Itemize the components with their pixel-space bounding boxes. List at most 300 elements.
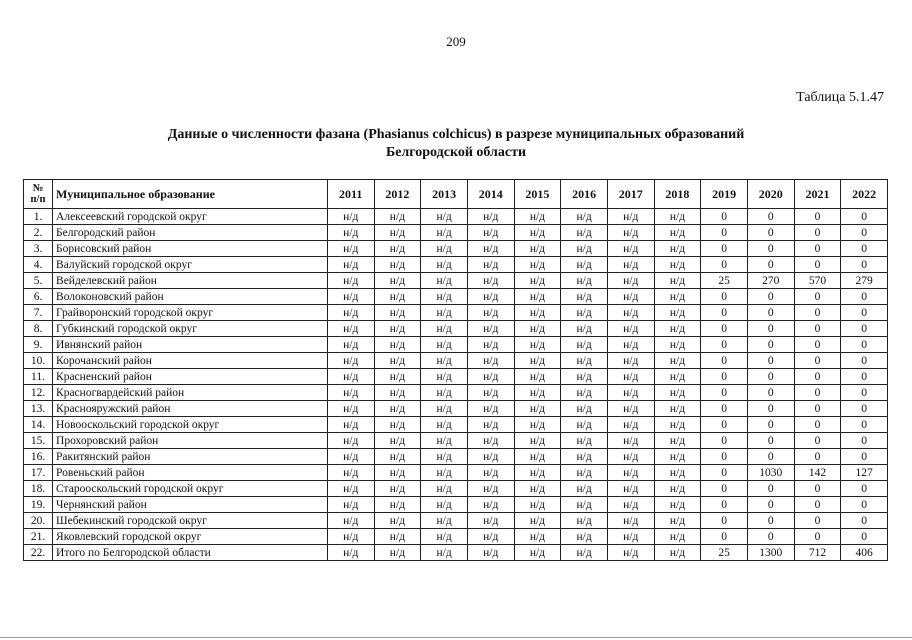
row-value: н/д [514, 545, 561, 561]
row-value: 0 [701, 417, 748, 433]
table-row [24, 545, 888, 561]
row-value: н/д [561, 225, 608, 241]
row-value: 0 [701, 433, 748, 449]
row-value: н/д [421, 529, 468, 545]
row-value: 0 [747, 433, 794, 449]
row-value: н/д [467, 433, 514, 449]
row-value: н/д [607, 273, 654, 289]
row-value: н/д [327, 369, 374, 385]
row-municipality: Валуйский городской округ [53, 257, 328, 273]
row-municipality: Алексеевский городской округ [53, 209, 328, 225]
row-value: 0 [701, 497, 748, 513]
row-value: н/д [514, 209, 561, 225]
row-value: н/д [514, 417, 561, 433]
table-row [24, 209, 888, 225]
row-value: н/д [654, 321, 701, 337]
row-value: н/д [374, 273, 421, 289]
row-value: н/д [654, 225, 701, 241]
row-value: н/д [561, 449, 608, 465]
row-number: 22. [24, 545, 53, 561]
row-value: н/д [327, 513, 374, 529]
row-value: н/д [514, 241, 561, 257]
header-year: 2013 [421, 180, 468, 209]
row-value: н/д [514, 337, 561, 353]
row-value: 0 [747, 353, 794, 369]
row-value: н/д [421, 369, 468, 385]
row-number: 12. [24, 385, 53, 401]
row-value: 0 [701, 449, 748, 465]
row-value: н/д [514, 433, 561, 449]
row-value: н/д [327, 545, 374, 561]
row-value: 0 [841, 337, 888, 353]
row-number: 17. [24, 465, 53, 481]
row-value: н/д [561, 513, 608, 529]
row-value: н/д [654, 273, 701, 289]
row-municipality: Белгородский район [53, 225, 328, 241]
table-row [24, 257, 888, 273]
row-value: н/д [421, 225, 468, 241]
row-value: 0 [841, 385, 888, 401]
row-number: 14. [24, 417, 53, 433]
table-row [24, 225, 888, 241]
row-value: н/д [421, 401, 468, 417]
row-value: 0 [701, 465, 748, 481]
row-value: н/д [514, 529, 561, 545]
row-value: 0 [701, 385, 748, 401]
row-value: 0 [701, 305, 748, 321]
row-value: н/д [467, 545, 514, 561]
row-value: 0 [747, 241, 794, 257]
row-value: н/д [467, 385, 514, 401]
row-value: н/д [654, 497, 701, 513]
row-number: 1. [24, 209, 53, 225]
row-value: н/д [374, 385, 421, 401]
row-value: н/д [514, 321, 561, 337]
page-number: 209 [446, 34, 466, 49]
row-value: н/д [607, 209, 654, 225]
row-value: н/д [561, 241, 608, 257]
row-value: н/д [374, 321, 421, 337]
row-municipality: Грайворонский городской округ [53, 305, 328, 321]
row-value: н/д [514, 257, 561, 273]
row-value: н/д [327, 321, 374, 337]
row-value: 0 [841, 305, 888, 321]
row-value: 0 [701, 369, 748, 385]
row-value: н/д [654, 417, 701, 433]
row-value: н/д [421, 321, 468, 337]
row-value: 0 [794, 321, 841, 337]
row-value: н/д [374, 353, 421, 369]
row-municipality: Ровеньский район [53, 465, 328, 481]
row-value: н/д [654, 449, 701, 465]
row-value: 279 [841, 273, 888, 289]
row-value: 0 [747, 513, 794, 529]
row-value: н/д [421, 497, 468, 513]
row-value: н/д [561, 481, 608, 497]
table-row [24, 241, 888, 257]
row-value: 0 [794, 337, 841, 353]
row-value: н/д [374, 449, 421, 465]
row-value: н/д [467, 465, 514, 481]
row-value: н/д [421, 481, 468, 497]
header-num-line1: № [32, 183, 44, 194]
row-municipality: Ракитянский район [53, 449, 328, 465]
row-value: н/д [421, 273, 468, 289]
row-value: н/д [421, 465, 468, 481]
row-value: н/д [374, 241, 421, 257]
row-value: н/д [467, 401, 514, 417]
row-value: н/д [607, 353, 654, 369]
header-year: 2017 [607, 180, 654, 209]
row-value: н/д [421, 449, 468, 465]
row-value: 0 [747, 417, 794, 433]
row-value: н/д [467, 241, 514, 257]
row-value: 0 [701, 289, 748, 305]
row-value: 0 [841, 241, 888, 257]
table-header-row [24, 180, 888, 209]
table-row [24, 353, 888, 369]
row-value: н/д [514, 449, 561, 465]
row-value: н/д [327, 257, 374, 273]
row-value: 0 [747, 257, 794, 273]
row-value: н/д [607, 257, 654, 273]
table-row [24, 305, 888, 321]
row-value: н/д [654, 433, 701, 449]
row-municipality: Шебекинский городской округ [53, 513, 328, 529]
row-value: н/д [607, 289, 654, 305]
row-value: н/д [514, 273, 561, 289]
row-value: н/д [327, 337, 374, 353]
row-value: 0 [794, 225, 841, 241]
row-value: н/д [607, 481, 654, 497]
row-value: н/д [374, 465, 421, 481]
row-value: н/д [421, 353, 468, 369]
row-value: 0 [841, 257, 888, 273]
row-number: 20. [24, 513, 53, 529]
row-municipality: Яковлевский городской округ [53, 529, 328, 545]
row-value: н/д [654, 353, 701, 369]
row-value: 0 [747, 369, 794, 385]
row-value: 0 [841, 513, 888, 529]
table-row [24, 449, 888, 465]
table-row [24, 321, 888, 337]
row-value: н/д [607, 529, 654, 545]
row-value: н/д [467, 369, 514, 385]
row-value: н/д [607, 513, 654, 529]
header-year: 2012 [374, 180, 421, 209]
row-municipality: Итого по Белгородской области [53, 545, 328, 561]
row-value: 0 [794, 449, 841, 465]
row-value: н/д [561, 337, 608, 353]
row-value: н/д [654, 401, 701, 417]
row-value: н/д [514, 481, 561, 497]
row-value: 0 [747, 321, 794, 337]
row-value: 0 [747, 209, 794, 225]
row-value: 712 [794, 545, 841, 561]
row-value: н/д [467, 225, 514, 241]
row-value: н/д [421, 257, 468, 273]
row-value: 0 [747, 449, 794, 465]
row-value: н/д [421, 433, 468, 449]
row-value: 0 [794, 417, 841, 433]
row-value: 0 [701, 209, 748, 225]
row-municipality: Корочанский район [53, 353, 328, 369]
row-number: 5. [24, 273, 53, 289]
row-value: 0 [794, 241, 841, 257]
row-value: н/д [327, 289, 374, 305]
row-value: н/д [607, 321, 654, 337]
row-value: н/д [327, 449, 374, 465]
row-value: 127 [841, 465, 888, 481]
row-value: н/д [654, 385, 701, 401]
row-value: н/д [327, 353, 374, 369]
row-value: н/д [421, 513, 468, 529]
row-value: 0 [794, 289, 841, 305]
row-value: 0 [747, 337, 794, 353]
row-value: н/д [327, 481, 374, 497]
row-value: н/д [467, 289, 514, 305]
row-value: 0 [794, 497, 841, 513]
row-number: 9. [24, 337, 53, 353]
row-value: 25 [701, 545, 748, 561]
row-value: 0 [747, 289, 794, 305]
row-value: н/д [374, 417, 421, 433]
row-value: н/д [607, 465, 654, 481]
row-value: 0 [794, 305, 841, 321]
document-title [0, 126, 912, 162]
row-value: н/д [327, 305, 374, 321]
row-value: н/д [561, 433, 608, 449]
row-value: 0 [701, 225, 748, 241]
row-value: 0 [701, 401, 748, 417]
row-value: н/д [467, 353, 514, 369]
row-value: н/д [514, 497, 561, 513]
row-value: н/д [654, 513, 701, 529]
row-value: н/д [654, 209, 701, 225]
row-value: н/д [654, 369, 701, 385]
row-value: н/д [327, 417, 374, 433]
row-municipality: Борисовский район [53, 241, 328, 257]
row-value: н/д [561, 497, 608, 513]
header-year: 2022 [841, 180, 888, 209]
row-value: н/д [327, 225, 374, 241]
table-row [24, 369, 888, 385]
row-value: н/д [327, 433, 374, 449]
row-value: н/д [374, 209, 421, 225]
row-value: 0 [701, 337, 748, 353]
table-row [24, 401, 888, 417]
row-value: н/д [561, 273, 608, 289]
row-value: 0 [841, 481, 888, 497]
row-value: н/д [467, 305, 514, 321]
row-value: н/д [374, 369, 421, 385]
row-value: 0 [794, 481, 841, 497]
table-caption: Таблица 5.1.47 [796, 90, 884, 105]
row-value: 1030 [747, 465, 794, 481]
header-num [24, 180, 53, 209]
row-value: н/д [374, 497, 421, 513]
row-value: 0 [747, 305, 794, 321]
row-value: н/д [514, 289, 561, 305]
row-value: 0 [794, 353, 841, 369]
row-number: 3. [24, 241, 53, 257]
row-value: 0 [747, 497, 794, 513]
row-value: н/д [374, 481, 421, 497]
row-value: н/д [561, 257, 608, 273]
header-year: 2019 [701, 180, 748, 209]
row-value: 0 [841, 497, 888, 513]
row-value: н/д [654, 305, 701, 321]
row-value: н/д [654, 337, 701, 353]
row-value: 0 [841, 289, 888, 305]
row-value: н/д [607, 369, 654, 385]
row-municipality: Губкинский городской округ [53, 321, 328, 337]
row-value: 0 [841, 209, 888, 225]
row-number: 21. [24, 529, 53, 545]
row-value: н/д [654, 257, 701, 273]
row-value: н/д [327, 273, 374, 289]
row-number: 8. [24, 321, 53, 337]
row-value: н/д [607, 241, 654, 257]
table-row [24, 497, 888, 513]
title-line-1: Данные о численности фазана (Phasianus colchicus) в разрезе муниципальных образований [167, 127, 745, 142]
row-number: 19. [24, 497, 53, 513]
row-value: н/д [374, 401, 421, 417]
row-number: 2. [24, 225, 53, 241]
row-value: 0 [701, 481, 748, 497]
title-line-2: Белгородской области [385, 145, 527, 160]
row-value: н/д [561, 545, 608, 561]
row-value: 0 [841, 433, 888, 449]
row-value: 270 [747, 273, 794, 289]
row-value: н/д [561, 417, 608, 433]
row-municipality: Прохоровский район [53, 433, 328, 449]
row-municipality: Новооскольский городской округ [53, 417, 328, 433]
row-value: 0 [841, 369, 888, 385]
row-value: н/д [327, 401, 374, 417]
row-value: н/д [327, 465, 374, 481]
row-value: н/д [327, 497, 374, 513]
header-year: 2020 [747, 180, 794, 209]
row-value: 0 [701, 257, 748, 273]
row-value: 0 [794, 401, 841, 417]
row-value: 0 [794, 529, 841, 545]
row-value: 0 [794, 385, 841, 401]
row-value: н/д [374, 513, 421, 529]
row-value: 0 [747, 529, 794, 545]
row-value: н/д [607, 433, 654, 449]
row-value: 0 [794, 209, 841, 225]
row-value: н/д [327, 385, 374, 401]
table-row [24, 465, 888, 481]
row-value: н/д [654, 545, 701, 561]
row-value: 0 [747, 401, 794, 417]
row-value: 0 [747, 481, 794, 497]
row-value: н/д [514, 401, 561, 417]
row-municipality: Чернянский район [53, 497, 328, 513]
row-value: 25 [701, 273, 748, 289]
row-value: 0 [841, 417, 888, 433]
header-year: 2018 [654, 180, 701, 209]
row-value: 0 [701, 513, 748, 529]
row-value: н/д [421, 289, 468, 305]
row-value: н/д [561, 529, 608, 545]
row-value: 0 [794, 433, 841, 449]
row-value: н/д [467, 481, 514, 497]
header-year: 2015 [514, 180, 561, 209]
row-number: 18. [24, 481, 53, 497]
row-value: н/д [467, 513, 514, 529]
row-number: 11. [24, 369, 53, 385]
row-value: н/д [467, 257, 514, 273]
table-row [24, 385, 888, 401]
table-row [24, 337, 888, 353]
header-year: 2011 [327, 180, 374, 209]
row-value: н/д [654, 529, 701, 545]
row-value: н/д [421, 545, 468, 561]
row-value: н/д [607, 385, 654, 401]
page-bottom-rule [0, 637, 912, 638]
row-value: н/д [421, 385, 468, 401]
row-value: н/д [514, 369, 561, 385]
row-value: н/д [467, 449, 514, 465]
row-value: н/д [421, 417, 468, 433]
row-value: 0 [701, 353, 748, 369]
row-value: н/д [654, 481, 701, 497]
row-value: 0 [747, 385, 794, 401]
row-value: 142 [794, 465, 841, 481]
row-value: н/д [467, 273, 514, 289]
row-municipality: Красногвардейский район [53, 385, 328, 401]
row-value: 0 [794, 513, 841, 529]
row-value: н/д [374, 289, 421, 305]
table-row [24, 433, 888, 449]
row-municipality: Красненский район [53, 369, 328, 385]
header-num-line2: п/п [30, 194, 46, 205]
row-value: н/д [374, 545, 421, 561]
row-number: 4. [24, 257, 53, 273]
row-municipality: Вейделевский район [53, 273, 328, 289]
row-value: н/д [607, 305, 654, 321]
row-value: 0 [701, 321, 748, 337]
row-value: 0 [747, 225, 794, 241]
row-value: н/д [327, 209, 374, 225]
row-municipality: Ивнянский район [53, 337, 328, 353]
table-row [24, 273, 888, 289]
row-number: 7. [24, 305, 53, 321]
row-value: 0 [841, 449, 888, 465]
row-value: н/д [467, 417, 514, 433]
row-value: н/д [561, 321, 608, 337]
row-value: н/д [607, 449, 654, 465]
row-value: н/д [327, 241, 374, 257]
row-value: н/д [654, 241, 701, 257]
row-value: 0 [841, 529, 888, 545]
row-value: н/д [421, 209, 468, 225]
table-row [24, 481, 888, 497]
row-value: н/д [607, 545, 654, 561]
row-value: н/д [561, 353, 608, 369]
row-value: 0 [701, 529, 748, 545]
row-value: 0 [841, 401, 888, 417]
row-value: н/д [467, 497, 514, 513]
header-year: 2021 [794, 180, 841, 209]
table-row [24, 529, 888, 545]
row-number: 6. [24, 289, 53, 305]
row-value: н/д [467, 529, 514, 545]
row-value: н/д [514, 513, 561, 529]
row-value: н/д [561, 369, 608, 385]
